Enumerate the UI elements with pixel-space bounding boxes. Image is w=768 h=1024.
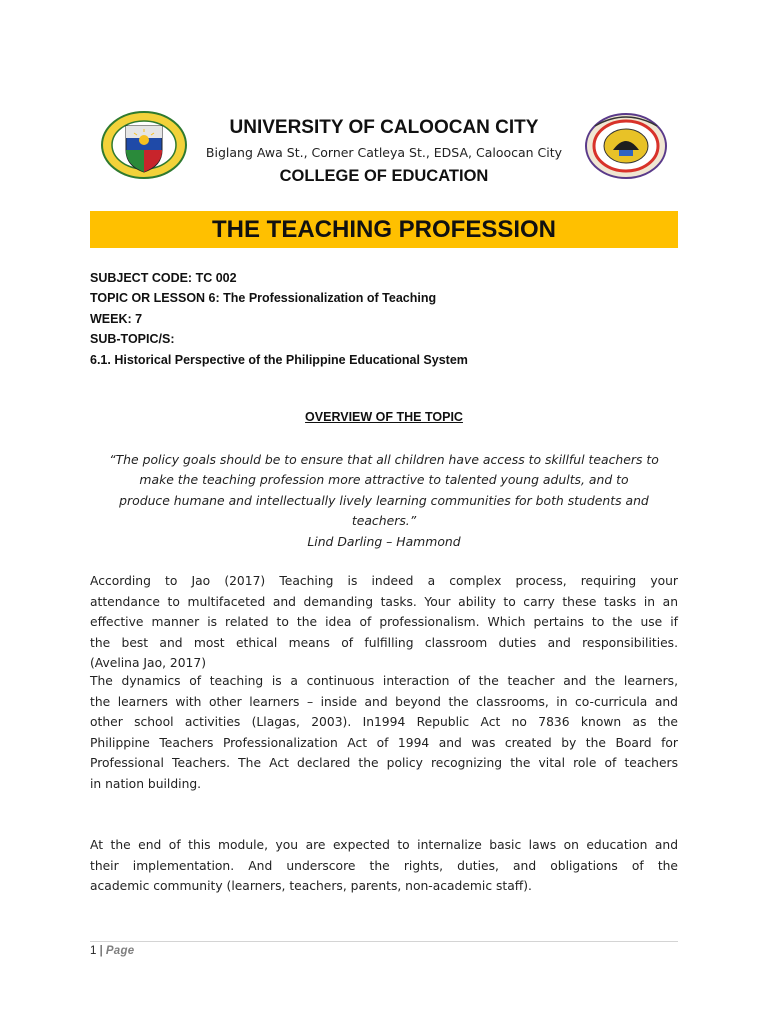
week: WEEK: 7 bbox=[90, 311, 143, 326]
paragraph-line: attendance to multifaceted and demanding tasks. Your ability to carry these tasks in an bbox=[90, 594, 678, 609]
paragraph-2 bbox=[90, 671, 678, 794]
paragraph-line: the best and most ethical means of fulfilling classroom duties and responsibilities. bbox=[90, 635, 678, 650]
paragraph-line: other school activities (Llagas, 2003). In1994 Republic Act no 7836 known as the bbox=[90, 715, 678, 729]
topic-lesson: TOPIC OR LESSON 6: The Professionalization of Teaching bbox=[90, 291, 437, 306]
quote-author: Lind Darling – Hammond bbox=[307, 533, 461, 549]
university-address: Biglang Awa St., Corner Catleya St., EDSA, Caloocan City bbox=[205, 145, 563, 160]
quote-line: “The policy goals should be to ensure that all children have access to skillful teachers to bbox=[109, 452, 659, 467]
page-footer bbox=[90, 945, 135, 957]
overview-heading: OVERVIEW OF THE TOPIC bbox=[305, 410, 463, 424]
paragraph-line: At the end of this module, you are expected to internalize basic laws on education and bbox=[90, 838, 678, 852]
quote-line: teachers.” bbox=[351, 513, 417, 529]
quote-line: produce humane and intellectually lively learning communities for both students and bbox=[119, 492, 649, 508]
university-name: UNIVERSITY OF CALOOCAN CITY bbox=[229, 117, 539, 138]
footer-divider bbox=[90, 941, 678, 942]
paragraph-line: in nation building. bbox=[90, 776, 202, 791]
subtopic-label: SUB-TOPIC/S: bbox=[90, 332, 175, 347]
paragraph-1 bbox=[90, 571, 678, 674]
paragraph-line: Professional Teachers. The Act declared the policy recognizing the vital role of teachers bbox=[90, 756, 678, 770]
paragraph-line: their implementation. And underscore the rights, duties, and obligations of the bbox=[90, 858, 678, 873]
paragraph-3 bbox=[90, 835, 678, 897]
page-label: Page bbox=[105, 945, 135, 957]
quote-line: make the teaching profession more attractive to talented young adults, and to bbox=[139, 472, 629, 488]
paragraph-line: (Avelina Jao, 2017) bbox=[90, 656, 206, 670]
title-banner bbox=[90, 211, 678, 248]
college-name: COLLEGE OF EDUCATION bbox=[279, 167, 489, 185]
paragraph-line: According to Jao (2017) Teaching is indeed a complex process, requiring your bbox=[90, 574, 678, 588]
paragraph-line: the learners with other learners – inside and beyond the classrooms, in co-curricula and bbox=[90, 694, 678, 709]
paragraph-line: The dynamics of teaching is a continuous interaction of the teacher and the learners, bbox=[90, 674, 678, 688]
footer-separator: | bbox=[99, 945, 103, 957]
subject-code: SUBJECT CODE: TC 002 bbox=[90, 271, 237, 285]
quote-block bbox=[90, 450, 678, 552]
page-title: THE TEACHING PROFESSION bbox=[211, 215, 557, 243]
page-number: 1 bbox=[90, 945, 97, 957]
subject-meta bbox=[90, 268, 680, 370]
subtopic-item: 6.1. Historical Perspective of the Philippine Educational System bbox=[90, 352, 468, 367]
paragraph-line: Philippine Teachers Professionalization Act of 1994 and was created by the Board for bbox=[90, 735, 678, 750]
paragraph-line: academic community (learners, teachers, parents, non-academic staff). bbox=[90, 879, 532, 893]
paragraph-line: effective manner is related to the idea of professionalism. Which pertains to the use if bbox=[90, 615, 678, 629]
